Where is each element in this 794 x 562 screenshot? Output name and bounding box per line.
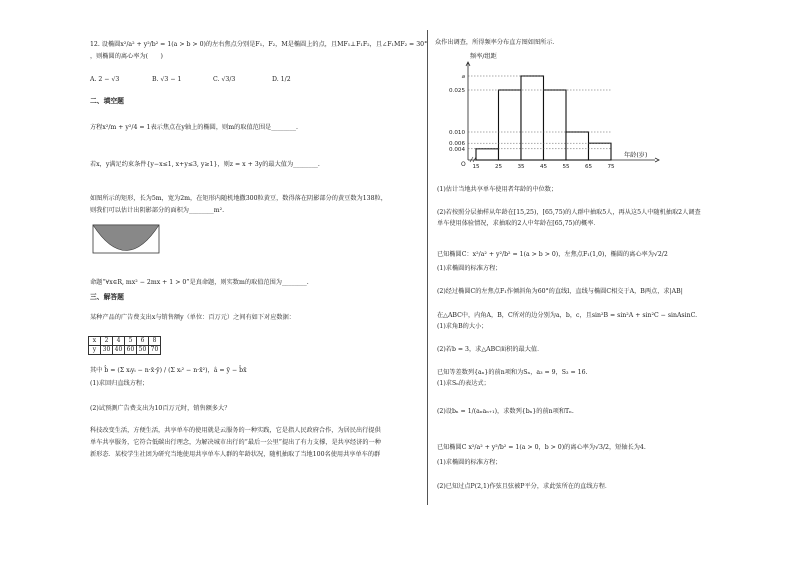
q13-text: 方程x²/m + y²/4 = 1表示焦点在y轴上的椭圆，则m的取值范围是________.	[90, 124, 298, 131]
q15-rectangle-figure	[92, 224, 160, 254]
y-tick-label: 0.004	[448, 146, 465, 153]
q20-stem: 在△ABC中，内角A，B，C所对的边分别为a，b，c，且sin²B = sin²A + sin²C − sinAsinC.	[437, 312, 698, 319]
q19-stem: 已知椭圆C：x²/a² + y²/b² = 1(a > b > 0)，左焦点F₁(1,0)，椭圆的离心率为√2/2	[437, 251, 668, 258]
q12-option-b: B. √3 − 1	[152, 76, 182, 83]
q19-part1: (1)求椭圆的标准方程；	[437, 265, 502, 272]
q17-intro: 某种产品的广告费支出x与销售额y（单位：百万元）之间有如下对应数据：	[90, 314, 295, 321]
q21-part2: (2)设bₙ = 1/(aₙaₙ₊₁)，求数列{bₙ}的前n项和Tₙ.	[437, 408, 574, 415]
histogram-bar	[476, 149, 499, 160]
x-tick-label: 25	[494, 164, 503, 170]
y-tick-label: 0.010	[448, 130, 465, 136]
table-cell: 70	[149, 346, 161, 355]
q14-text: 若x，y满足约束条件{y−x≤1, x+y≤3, y≥1}，则z = x + 3y的最大值为________.	[90, 161, 320, 168]
table-cell: 40	[113, 346, 125, 355]
q18-part1: (1)估计当地共享单车使用者年龄的中位数；	[437, 186, 558, 193]
x-tick-label: 15	[472, 164, 480, 170]
q20-part2: (2)若b = 3，求△ABC面积的最大值．	[437, 346, 544, 353]
q21-stem: 已知等差数列{aₙ}的前n项和为Sₙ，a₃ = 9，S₃ = 16.	[437, 369, 588, 376]
section-fill-in-title: 二、填空题	[90, 97, 124, 105]
q18-line3: 新形态．某校学生社团为研究当地使用共享单车人群的年龄状况，随机抽取了当地100名使用共享单车的群	[90, 451, 381, 458]
table-cell: 6	[137, 337, 149, 346]
x-tick-label: 55	[562, 164, 570, 170]
table-cell: y	[89, 346, 101, 355]
q12-option-c: C. √3/3	[213, 76, 236, 83]
table-cell: 8	[149, 337, 161, 346]
q18-continuation: 众作出调查，所得频率分布直方图如图所示．	[435, 39, 559, 46]
q12-stem-tail: ，则椭圆的离心率为( )	[90, 53, 163, 60]
q22-part1: (1)求椭圆的标准方程；	[437, 459, 502, 466]
q18-part2-line1: (2)若按照分层抽样从年龄在[15,25)，[65,75)的人群中抽取5人，再从这5人中随机抽取2人调查	[437, 209, 701, 216]
histogram-bar	[499, 90, 522, 160]
q21-part1: (1)求Sₙ的表达式；	[437, 380, 490, 387]
q12-stem: 12. 设椭圆x²/a² + y²/b² = 1(a > b > 0)的左右焦点分别是F₁，F₂，M是椭圆上的点，且MF₁⊥F₁F₂，且∠F₁MF₂ = 30°	[90, 41, 428, 48]
x-axis-label: 年龄(岁)	[624, 152, 648, 159]
table-cell: 30	[101, 346, 113, 355]
x-tick-label: 35	[517, 164, 525, 170]
q15-line2: 则我们可以估计出阴影部分的面积为________m².	[90, 207, 225, 214]
q15-line1: 如图所示的矩形，长为5m，宽为2m，在矩形内随机地撒300粒黄豆，数得落在阴影部分的黄豆数为138粒，	[90, 195, 387, 202]
q17-part2: (2)试预测广告费支出为10百万元时，销售额多大？	[90, 405, 231, 412]
x-tick-label: 65	[584, 164, 593, 170]
q17-part1: (1)求回归直线方程；	[90, 380, 149, 387]
q12-option-d: D. 1/2	[272, 76, 291, 83]
q22-part2: (2)已知过点P(2,1)作弦且弦被P平分，求此弦所在的直线方程．	[437, 483, 612, 490]
table-row-y	[89, 346, 161, 355]
q12-option-a: A. 2 − √3	[90, 76, 120, 83]
y-tick-label: 0.006	[448, 141, 465, 148]
origin-label: O	[461, 161, 466, 168]
x-tick-label: 45	[539, 164, 548, 170]
table-cell: 50	[137, 346, 149, 355]
histogram-bar	[566, 132, 589, 160]
q16-text: 命题“∀x∈R, mx² − 2mx + 1 > 0”是真命题，则实数m的取值范围为________.	[90, 279, 309, 286]
histogram-chart	[430, 48, 665, 178]
q22-stem: 已知椭圆C x²/a² + y²/b² = 1(a > 0，b > 0)的离心率为√3/2，短轴长为4.	[437, 444, 646, 451]
q18-line2: 单车共享服务，它符合低碳出行理念，为解决城市出行的“最后一公里”提出了有力支撑，是共享经济的一种	[90, 439, 381, 446]
data-table	[88, 336, 161, 355]
column-divider	[427, 30, 428, 505]
section-solution-title: 三、解答题	[90, 293, 124, 301]
table-row-x	[89, 337, 161, 346]
table-cell: 4	[113, 337, 125, 346]
table-cell: x	[89, 337, 101, 346]
histogram-bar	[521, 76, 544, 160]
y-tick-label: 0.025	[448, 88, 465, 94]
y-axis-label: 频率/组距	[470, 53, 497, 60]
q20-part1: (1)求角B的大小；	[437, 323, 488, 330]
q18-part2-line2: 单车使用体验情况，求抽取的2人中年龄在[65,75)的概率．	[437, 220, 600, 227]
axis-break-mark	[470, 157, 476, 162]
y-tick-label: a	[461, 74, 465, 80]
table-cell: 2	[101, 337, 113, 346]
x-tick-label: 75	[607, 164, 615, 170]
x-axis-arrow	[655, 158, 659, 162]
q18-line1: 科技改变生活，方便生活，共享单车的使用就是云服务的一种实践，它是指人民政府合作，为居民出行提供	[90, 427, 381, 434]
q19-part2: (2)经过椭圆C的左焦点F₁作倾斜角为60°的直线l，直线与椭圆C相交于A，B两点，求|AB|	[437, 288, 683, 295]
table-cell: 60	[125, 346, 137, 355]
histogram-bar	[544, 90, 567, 160]
q17-formula: 其中 b̂ = (Σ xᵢyᵢ − n·x̄·ȳ) / (Σ xᵢ² − n·x̄²)，â = ȳ − b̂x̄	[90, 367, 247, 374]
histogram-bar	[589, 143, 612, 160]
table-cell: 5	[125, 337, 137, 346]
